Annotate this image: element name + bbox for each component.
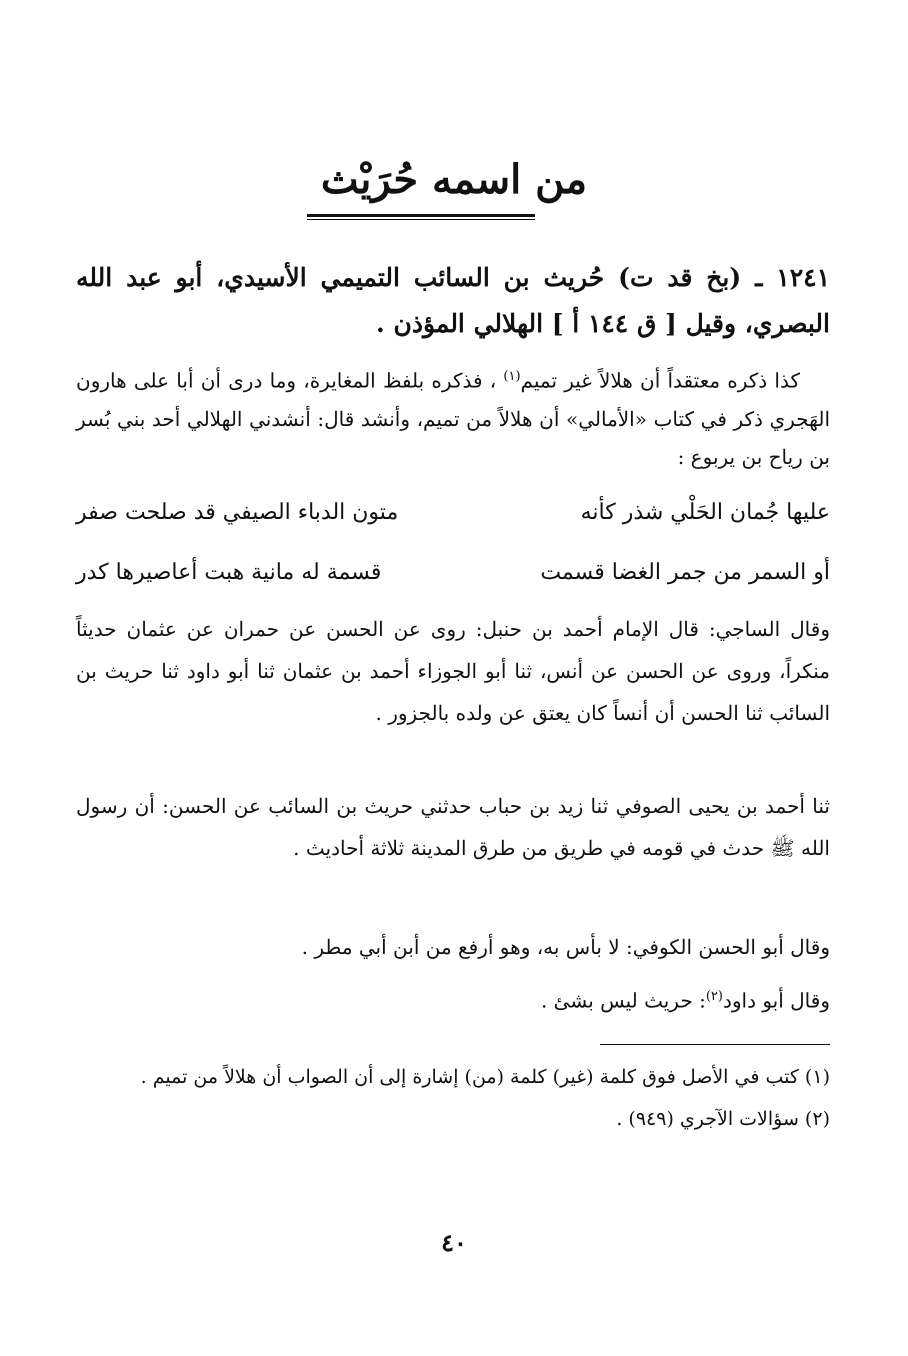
paragraph-2: وقال الساجي: قال الإمام أحمد بن حنبل: روى عن الحسن عن حمران عن عثمان حديثاً منكراً، وروى عن الحسن عن أنس، ثنا أبو الجوزاء أحمد بن عثمان ثنا أبو داود ثنا حريث بن السائب ثنا الحسن أن أنساً كان يعتق عن ولده بالجزور . xyxy=(76,617,830,725)
poem-verse-2 xyxy=(76,556,830,590)
footnote-ref-2[interactable]: (٢) xyxy=(705,989,723,1004)
entry-heading-text: حُريث بن السائب التميمي الأسيدي، أبو عبد الله البصري، وقيل [ ق ١٤٤ أ ] الهلالي المؤذن . xyxy=(76,263,830,338)
footnote-ref-1[interactable]: (١) xyxy=(503,369,521,384)
footnote-divider xyxy=(600,1044,830,1045)
verse-2-first-hemistich: أو السمر من جمر الغضا قسمت xyxy=(540,560,830,585)
paragraph-4: وقال أبو الحسن الكوفي: لا بأس به، وهو أرفع من أبن أبي مطر . xyxy=(301,935,830,959)
paragraph-5-text-a: وقال أبو داود xyxy=(722,988,830,1013)
paragraph-3: ثنا أحمد بن يحيى الصوفي ثنا زيد بن حباب حدثني حريث بن السائب عن الحسن: أن رسول الله ﷺ حدث في قومه في طريق من طرق المدينة ثلاثة أحاديث . xyxy=(76,794,830,860)
chapter-title: من اسمه حُرَيْث xyxy=(320,156,588,203)
title-divider xyxy=(307,214,535,220)
entry-heading xyxy=(76,255,830,347)
paragraph-1 xyxy=(76,358,830,476)
verse-1-first-hemistich: عليها جُمان الحَلْي شذر كأنه xyxy=(580,500,830,525)
entry-sigla: (بخ قد ت) xyxy=(618,263,742,292)
paragraph-5 xyxy=(76,978,830,1020)
verse-2-second-hemistich: قسمة له مانية هبت أعاصيرها كدر xyxy=(76,560,382,585)
footnote-2: (٢) سؤالات الآجري (٩٤٩) . xyxy=(616,1108,830,1130)
footnotes xyxy=(76,1056,830,1140)
verse-1-second-hemistich: متون الدباء الصيفي قد صلحت صفر xyxy=(76,500,399,525)
poem-verse-1 xyxy=(76,496,830,530)
page-number: ٤٠ xyxy=(441,1228,467,1257)
footnote-1: (١) كتب في الأصل فوق كلمة (غير) كلمة (من) إشارة إلى أن الصواب أن هلالاً من تميم . xyxy=(140,1066,830,1088)
paragraph-1-text-b: ، فذكره بلفظ المغايرة، وما درى أن أبا على هارون الهَجري ذكر في كتاب «الأمالي» أن هلالاً من تميم، وأنشد قال: أنشدني الهلالي أحد بني بُسر بن رياح بن يربوع : xyxy=(76,368,830,469)
entry-number: ١٢٤١ ـ xyxy=(755,263,830,292)
paragraph-5-text-b: : حريث ليس بشئ . xyxy=(540,988,706,1013)
paragraph-1-text-a: كذا ذكره معتقداً أن هلالاً غير تميم xyxy=(520,368,800,393)
